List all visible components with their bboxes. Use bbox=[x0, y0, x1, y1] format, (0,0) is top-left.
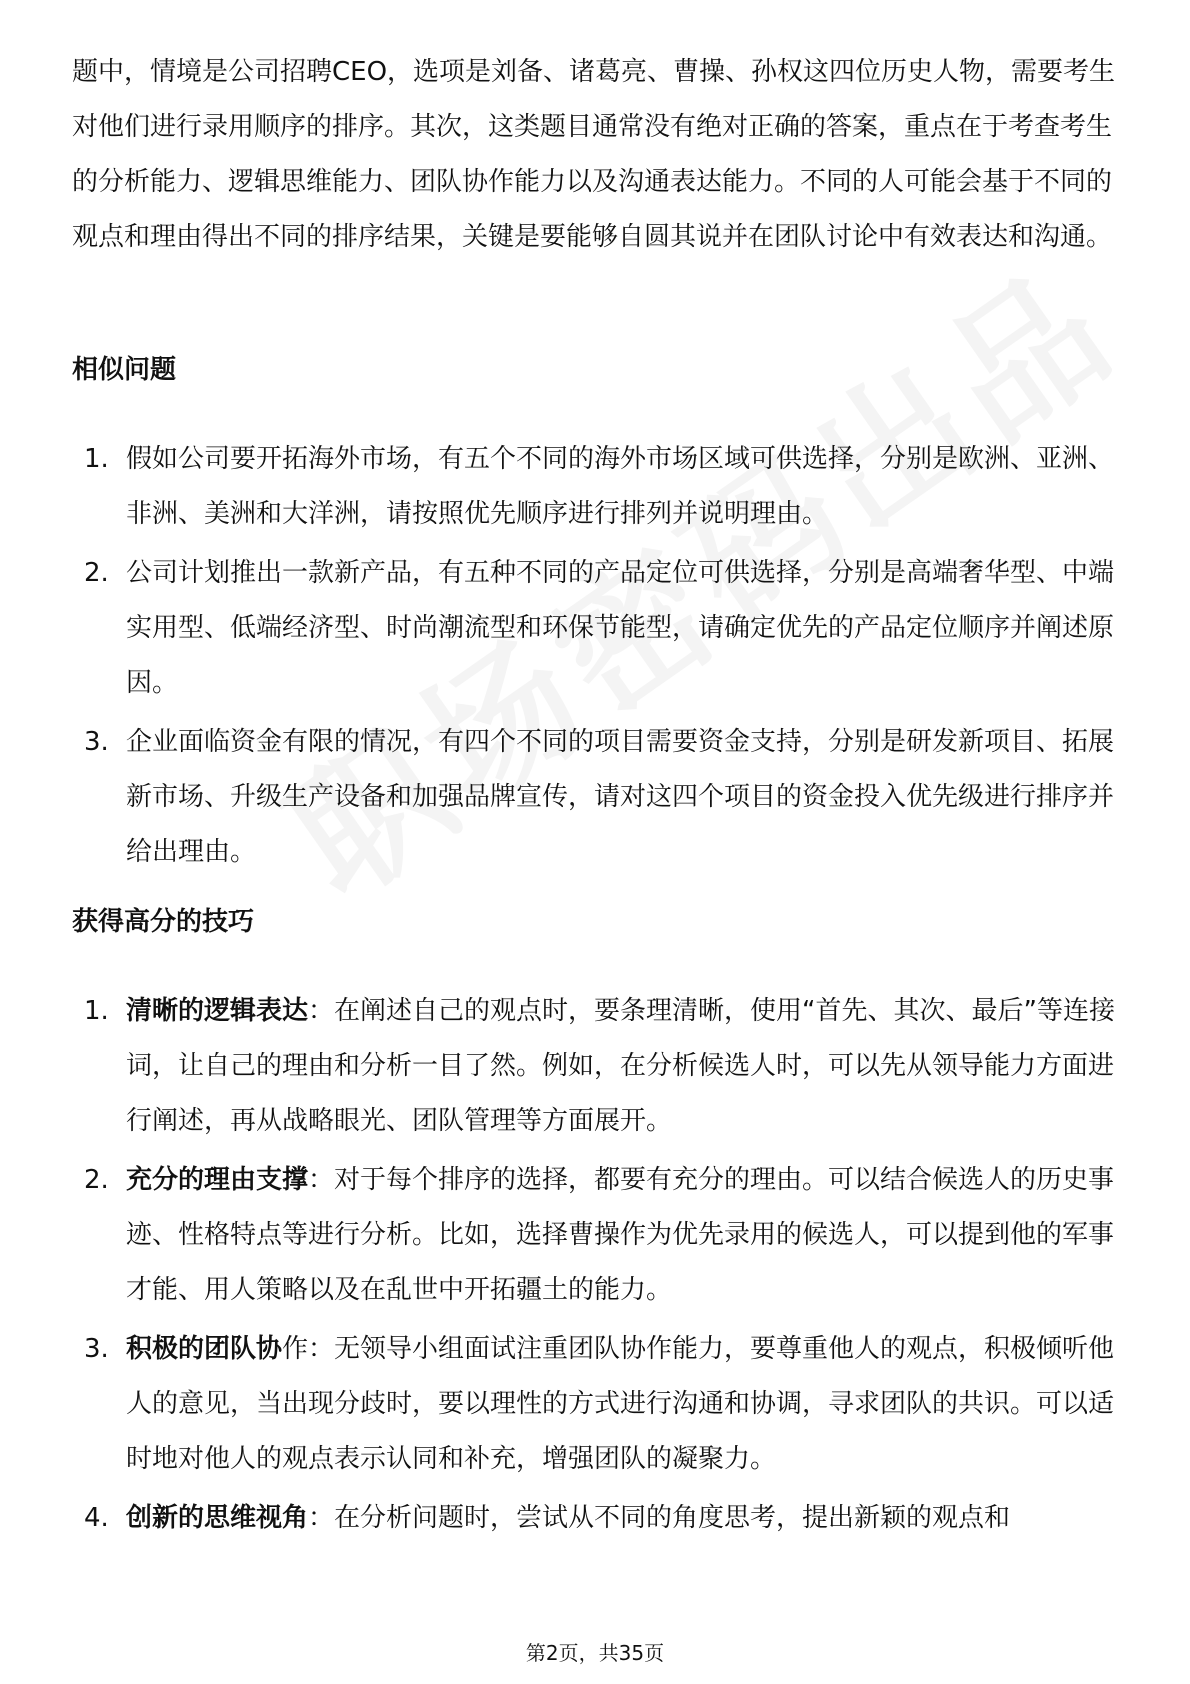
tips-list bbox=[72, 984, 1122, 1550]
list-item bbox=[72, 1491, 1122, 1546]
list-item bbox=[72, 715, 1122, 880]
item-title: 创新的思维视角 bbox=[126, 1503, 309, 1533]
list-item bbox=[72, 1153, 1122, 1318]
list-item bbox=[72, 1322, 1122, 1487]
item-text: ：对于每个排序的选择，都要有充分的理由。可以结合候选人的历史事迹、性格特点等进行分析。比如，选择曹操作为优先录用的候选人，可以提到他的军事才能、用人策略以及在乱世中开拓疆土的能力。 bbox=[126, 1165, 1115, 1305]
item-number: 3. bbox=[84, 1334, 109, 1364]
item-title: 清晰的逻辑表达 bbox=[126, 996, 309, 1026]
item-number: 3. bbox=[84, 727, 109, 757]
tips-heading: 获得高分的技巧 bbox=[72, 907, 255, 937]
similar-questions-heading: 相似问题 bbox=[72, 355, 177, 385]
item-text: ：在阐述自己的观点时，要条理清晰，使用“首先、其次、最后”等连接词，让自己的理由和分析一目了然。例如，在分析候选人时，可以先从领导能力方面进行阐述，再从战略眼光、团队管理等方面展开。 bbox=[126, 996, 1115, 1136]
item-text: 作：无领导小组面试注重团队协作能力，要尊重他人的观点，积极倾听他人的意见，当出现分歧时，要以理性的方式进行沟通和协调，寻求团队的共识。可以适时地对他人的观点表示认同和补充，增强团队的凝聚力。 bbox=[126, 1334, 1115, 1474]
page-number: 第2页，共35页 bbox=[525, 1641, 665, 1665]
item-text: 假如公司要开拓海外市场，有五个不同的海外市场区域可供选择，分别是欧洲、亚洲、非洲、美洲和大洋洲，请按照优先顺序进行排列并说明理由。 bbox=[126, 444, 1115, 529]
list-item bbox=[72, 546, 1122, 711]
item-number: 1. bbox=[84, 996, 109, 1026]
item-number: 1. bbox=[84, 444, 109, 474]
item-text: 公司计划推出一款新产品，有五种不同的产品定位可供选择，分别是高端奢华型、中端实用型、低端经济型、时尚潮流型和环保节能型，请确定优先的产品定位顺序并阐述原因。 bbox=[126, 558, 1115, 698]
intro-paragraph: 题中，情境是公司招聘CEO，选项是刘备、诸葛亮、曹操、孙权这四位历史人物，需要考生对他们进行录用顺序的排序。其次，这类题目通常没有绝对正确的答案，重点在于考查考生的分析能力、逻辑思维能力、团队协作能力以及沟通表达能力。不同的人可能会基于不同的观点和理由得出不同的排序结果，关键是要能够自圆其说并在团队讨论中有效表达和沟通。 bbox=[72, 57, 1116, 252]
item-title: 充分的理由支撑 bbox=[126, 1165, 309, 1195]
list-item bbox=[72, 984, 1122, 1149]
item-number: 2. bbox=[84, 1165, 109, 1195]
item-text: ：在分析问题时，尝试从不同的角度思考，提出新颖的观点和 bbox=[308, 1503, 1011, 1533]
similar-questions-list bbox=[72, 432, 1122, 884]
item-text: 企业面临资金有限的情况，有四个不同的项目需要资金支持，分别是研发新项目、拓展新市场、升级生产设备和加强品牌宣传，请对这四个项目的资金投入优先级进行排序并给出理由。 bbox=[126, 727, 1115, 867]
item-number: 4. bbox=[84, 1503, 109, 1533]
list-item bbox=[72, 432, 1122, 542]
item-title: 积极的团队协 bbox=[126, 1334, 283, 1364]
item-number: 2. bbox=[84, 558, 109, 588]
